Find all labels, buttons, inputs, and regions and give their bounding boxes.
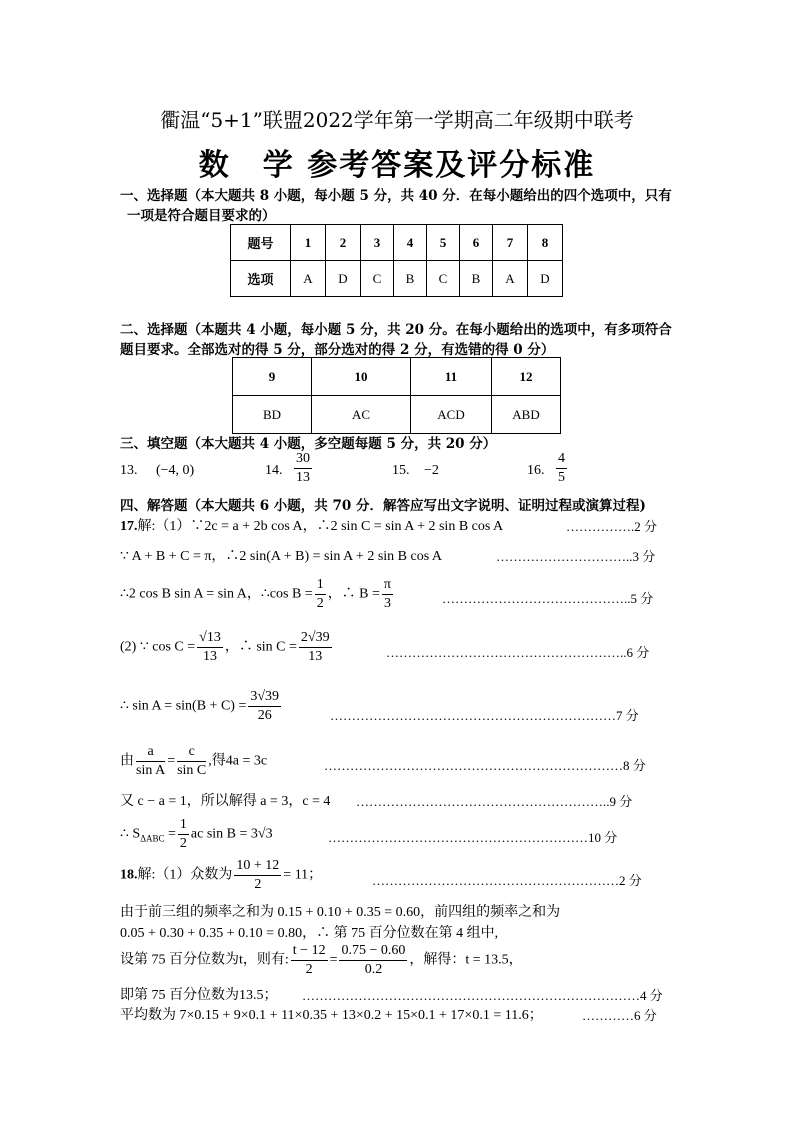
q17-score-2: …………….2 分 bbox=[566, 519, 658, 534]
q18-step4 bbox=[120, 942, 523, 979]
fraction-numerator: c bbox=[177, 743, 206, 762]
answer-cell: C bbox=[426, 261, 459, 297]
q17-step6-text: 由 bbox=[120, 753, 134, 769]
fraction-denominator: 13 bbox=[202, 649, 217, 664]
fraction-denominator: 26 bbox=[257, 708, 272, 723]
answer-cell: A bbox=[492, 261, 527, 297]
q17-score-6: ………………………………………………..6 分 bbox=[386, 645, 650, 660]
q16-answer bbox=[554, 450, 569, 487]
q17-step8-text2: ac sin B = 3√3 bbox=[190, 826, 273, 842]
fraction-numerator: 30 bbox=[294, 450, 312, 469]
q18-step2: 由于前三组的频率之和为 0.15 + 0.10 + 0.35 = 0.60，前四组的频率之和为 bbox=[120, 905, 561, 920]
mc-answer-table bbox=[230, 224, 563, 297]
section2-heading-cont: 题目要求。全部选对的得 5 分，部分选对的得 2 分，有选错的得 0 分） bbox=[120, 342, 555, 358]
q18-step1-text: 解:（1）众数为 bbox=[137, 867, 233, 883]
table-row bbox=[233, 396, 561, 434]
fraction-denominator: sin C bbox=[177, 763, 207, 778]
question-number: 6 bbox=[459, 225, 492, 261]
fraction-denominator: 2 bbox=[179, 836, 187, 851]
q17-label: 17. bbox=[120, 519, 138, 534]
section4-heading: 四、解答题（本大题共 6 小题，共 70 分．解答应写出文字说明、证明过程或演算过程) bbox=[120, 498, 646, 514]
answer-cell: A bbox=[291, 261, 326, 297]
question-number: 5 bbox=[426, 225, 459, 261]
fraction-numerator: √13 bbox=[197, 629, 223, 648]
section1-heading: 一、选择题（本大题共 8 小题，每小题 5 分，共 40 分．在每小题给出的四个选项中，只有 bbox=[120, 188, 672, 204]
fraction-denominator: sin A bbox=[136, 763, 166, 778]
q17-step2: ∵ A + B + C = π，∴2 sin(A + B) = sin A + 2 sin B cos A bbox=[120, 549, 443, 564]
question-number: 8 bbox=[527, 225, 562, 261]
question-number: 10 bbox=[312, 358, 411, 396]
section3-heading: 三、填空题（本大题共 4 小题，多空题每题 5 分，共 20 分） bbox=[120, 436, 497, 452]
q17-part2 bbox=[120, 629, 334, 666]
area-subscript: ΔABC bbox=[140, 833, 165, 844]
fraction-denominator: 2 bbox=[316, 596, 324, 611]
fraction-numerator: 1 bbox=[315, 576, 326, 595]
q17-step3-text: ∴2 cos B sin A = sin A，∴cos B = bbox=[120, 586, 313, 602]
equals-sign: = bbox=[329, 952, 338, 968]
fraction-numerator: t − 12 bbox=[291, 942, 328, 961]
fraction-numerator: 10 + 12 bbox=[234, 857, 281, 876]
q17-step5 bbox=[120, 688, 283, 725]
question-number: 4 bbox=[393, 225, 426, 261]
fraction-denominator: 13 bbox=[296, 470, 310, 485]
question-number: 3 bbox=[361, 225, 394, 261]
answer-cell: C bbox=[361, 261, 394, 297]
fraction-numerator: 1 bbox=[178, 816, 189, 835]
fraction-numerator: π bbox=[382, 576, 393, 595]
answer-cell: ACD bbox=[411, 396, 492, 434]
q17-score-7: …………………………………………………………7 分 bbox=[330, 708, 639, 723]
q14-answer bbox=[292, 450, 314, 487]
q13-label: 13. bbox=[120, 463, 138, 478]
q16-label: 16. bbox=[527, 463, 545, 478]
q17-line1 bbox=[120, 515, 503, 535]
answer-cell: D bbox=[326, 261, 361, 297]
question-number: 12 bbox=[492, 358, 561, 396]
table-row bbox=[231, 261, 563, 297]
q17-score-10: ……………………………………………………10 分 bbox=[328, 830, 618, 845]
answer-cell: D bbox=[527, 261, 562, 297]
question-number: 1 bbox=[291, 225, 326, 261]
q18-step3: 0.05 + 0.30 + 0.35 + 0.10 = 0.80，∴ 第 75 百分位数在第 4 组中, bbox=[120, 926, 499, 941]
exam-title: 衢温“5+1”联盟2022学年第一学期高二年级期中联考 bbox=[160, 108, 634, 132]
q18-line1 bbox=[120, 857, 322, 894]
row-label: 选项 bbox=[231, 261, 291, 297]
equals-sign: = bbox=[168, 826, 176, 842]
fraction-denominator: 5 bbox=[558, 470, 565, 485]
q17-step3 bbox=[120, 576, 395, 613]
q17-step8-text: ∴ S bbox=[120, 826, 141, 842]
equals-sign: = bbox=[167, 753, 176, 769]
fraction-numerator: 4 bbox=[556, 450, 567, 469]
table-row bbox=[231, 225, 563, 261]
q18-step6: 平均数为 7×0.15 + 9×0.1 + 11×0.35 + 13×0.2 + 15×0.1 + 17×0.1 = 11.6； bbox=[120, 1008, 543, 1023]
answer-cell: B bbox=[459, 261, 492, 297]
q17-score-8: ……………………………………………………………8 分 bbox=[324, 758, 646, 773]
q18-score-2: …………………………………………………2 分 bbox=[372, 873, 642, 888]
q17-step6 bbox=[120, 743, 267, 780]
q18-step5: 即第 75 百分位数为13.5； bbox=[120, 988, 278, 1003]
q18-label: 18. bbox=[120, 867, 138, 883]
q17-step6-text2: ,得4a = 3c bbox=[208, 753, 268, 769]
q15-label: 15. bbox=[392, 463, 410, 478]
q17-step1: 解:（1）∵2c = a + 2b cos A，∴2 sin C = sin A + 2 sin B cos A bbox=[137, 519, 504, 534]
fraction-denominator: 0.2 bbox=[364, 962, 383, 977]
q18-score-4: ……………………………………………………………………4 分 bbox=[302, 988, 663, 1003]
row-label: 题号 bbox=[231, 225, 291, 261]
q17-step5-text: ∴ sin A = sin(B + C) = bbox=[120, 698, 247, 714]
fraction-numerator: a bbox=[136, 743, 165, 762]
fraction-numerator: 0.75 − 0.60 bbox=[339, 942, 407, 961]
q17-part2-text: (2) ∵ cos C = bbox=[120, 639, 196, 655]
table-row bbox=[233, 358, 561, 396]
answer-cell: AC bbox=[312, 396, 411, 434]
question-number: 2 bbox=[326, 225, 361, 261]
q17-step8 bbox=[120, 816, 273, 853]
q18-step4-text: 设第 75 百分位数为t，则有: bbox=[120, 952, 289, 968]
q18-score-6: …………6 分 bbox=[582, 1008, 657, 1023]
fraction-denominator: 3 bbox=[383, 596, 391, 611]
q15-answer: −2 bbox=[424, 463, 439, 478]
fraction-denominator: 2 bbox=[305, 962, 313, 977]
fraction-denominator: 13 bbox=[308, 649, 323, 664]
answer-cell: ABD bbox=[492, 396, 561, 434]
question-number: 11 bbox=[411, 358, 492, 396]
fraction-numerator: 2√39 bbox=[299, 629, 332, 648]
section2-heading: 二、选择题（本题共 4 小题，每小题 5 分，共 20 分。在每小题给出的选项中，有多项符合 bbox=[120, 322, 672, 338]
answer-key-title: 数 学 参考答案及评分标准 bbox=[198, 148, 596, 183]
answer-cell: BD bbox=[233, 396, 312, 434]
answer-cell: B bbox=[393, 261, 426, 297]
q17-step7: 又 c − a = 1，所以解得 a = 3，c = 4 bbox=[120, 794, 331, 809]
question-number: 7 bbox=[492, 225, 527, 261]
section1-heading-cont: 一项是符合题目要求的） bbox=[127, 208, 276, 224]
question-number: 9 bbox=[233, 358, 312, 396]
q17-score-3: …………………………..3 分 bbox=[496, 549, 656, 564]
q17-step3-text2: ，∴ B = bbox=[327, 586, 380, 602]
fraction-denominator: 2 bbox=[254, 877, 262, 892]
q18-step4-text2: ，解得：t = 13.5， bbox=[409, 952, 523, 968]
q17-score-9: …………………………………………………..9 分 bbox=[356, 794, 633, 809]
fraction-numerator: 3√39 bbox=[248, 688, 281, 707]
multi-answer-table bbox=[232, 357, 561, 434]
q18-step1-text2: = 11； bbox=[283, 867, 323, 883]
q14-label: 14. bbox=[265, 463, 283, 478]
q17-score-5: ……………………………………..5 分 bbox=[442, 591, 654, 606]
q17-part2-text2: ，∴ sin C = bbox=[224, 639, 297, 655]
q13-answer: (−4, 0) bbox=[156, 463, 195, 478]
